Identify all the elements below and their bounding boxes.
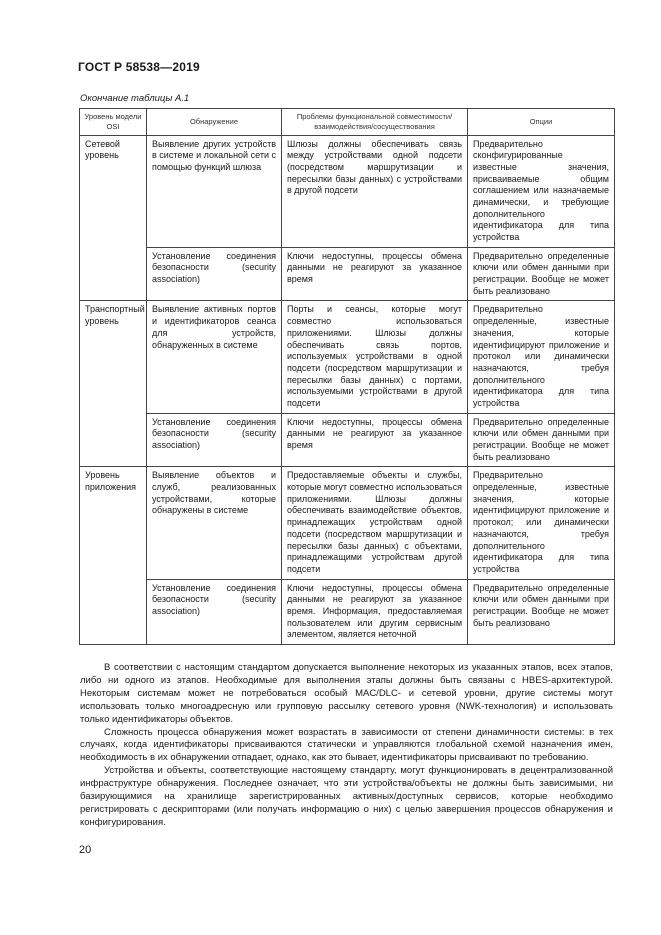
options-cell: Предварительно определенные ключи или обмен данными при регистрации. Вообще не может быть реализовано [468,579,615,644]
header-discovery: Обнаружение [147,109,282,136]
discovery-cell: Выявление объектов и служб, реализованных устройствами, которые обнаружены в системе [147,467,282,579]
problems-cell: Шлюзы должны обеспечивать связь между устройствами одной подсети (посредством маршрутизации и пересылки базы данных) с устройствами в другой подсети [282,135,468,247]
problems-cell: Предоставляемые объекты и службы, которые могут совместно использоваться приложениями. Шлюзы должны обеспечивать взаимодействие объектов, принадлежащих устройствам одной подсети (посредством маршрутизации и пересылки базы данных) с объектами, принадлежащими устройствам другой подсети [282,467,468,579]
table-row [80,579,615,644]
table-row [80,413,615,467]
body-text [80,662,613,830]
osi-level-cell: Сетевой уровень [80,135,147,301]
paragraph: В соответствии с настоящим стандартом допускается выполнение некоторых из указанных этапов, всех этапов, либо ни одного из этапов. Необходимые для выполнения этапы должны быть связаны с HBES-архитектурой. Некоторым системам может не потребоваться особый MAC/DLC- и сетевой уровни, другие системы могут использовать только многоадресную или групповую рассылку сетевого уровня (NWK-технология) и использовать только идентификаторы объектов. [80,662,613,725]
paragraph: Сложность процесса обнаружения может возрастать в зависимости от степени динамичности системы: в тех случаях, когда идентификаторы присваиваются статически и управляются глобальной схемой назначения имен, необходимость в их обнаружении отпадает, однако, как это бывает, идентификаторы присваивают по требованию. [80,726,613,764]
header-osi-level: Уровень модели OSI [80,109,147,136]
problems-cell: Порты и сеансы, которые могут совместно использоваться приложениями. Шлюзы должны обеспечивать связь портов, используемых устройствами в одной подсети (посредством маршрутизации и пересылки базы данных) с портами, используемыми устройствами в другой подсети [282,301,468,413]
table-row [80,301,615,413]
table-row [80,247,615,301]
osi-discovery-table [79,108,615,645]
header-options: Опции [468,109,615,136]
table-row [80,467,615,579]
table-header-row [80,109,615,136]
discovery-cell: Выявление активных портов и идентификаторов сеанса для устройств, обнаруженных в системе [147,301,282,413]
options-cell: Предварительно определенные, известные значения, которые идентифицируют приложение и протокол; или динамически назначаются, требуя дополнительного идентификатора для типа устройства [468,467,615,579]
problems-cell: Ключи недоступны, процессы обмена данными не реагируют за указанное время [282,247,468,301]
table-caption: Окончание таблицы А.1 [80,93,190,104]
options-cell: Предварительно определенные ключи или обмен данными при регистрации. Вообще не может быть реализовано [468,247,615,301]
discovery-cell: Выявление других устройств в системе и локальной сети с помощью функций шлюза [147,135,282,247]
problems-cell: Ключи недоступны, процессы обмена данными не реагируют за указанное время [282,413,468,467]
document-code: ГОСТ Р 58538—2019 [78,60,200,74]
osi-level-cell: Транспортный уровень [80,301,147,467]
options-cell: Предварительно сконфигурированные известные значения, присваиваемые общим соглашением или назначаемые динамически, и требующие дополнительного идентификатора для типа устройства [468,135,615,247]
discovery-cell: Установление соединения безопасности (security association) [147,413,282,467]
discovery-cell: Установление соединения безопасности (security association) [147,247,282,301]
table-row [80,135,615,247]
problems-cell: Ключи недоступны, процессы обмена данными не реагируют за указанное время. Информация, предоставляемая пользователем или другим сервисным элементом, является неточной [282,579,468,644]
header-problems: Проблемы функциональной совместимости/взаимодействия/сосуществования [282,109,468,136]
discovery-cell: Установление соединения безопасности (security association) [147,579,282,644]
osi-level-cell: Уровень приложения [80,467,147,645]
page-number: 20 [79,844,92,856]
options-cell: Предварительно определенные ключи или обмен данными при регистрации. Вообще не может быть реализовано [468,413,615,467]
paragraph: Устройства и объекты, соответствующие настоящему стандарту, могут функционировать в децентрализованной инфраструктуре обнаружения. Последнее означает, что эти устройства/объекты не должны быть зависимыми, ни базирующимися на хранилище зарегистрированных активных/доступных сервисов, которые необходимо регистрировать с дескрипторами (или получать информацию о них) с целью завершения процессов обнаружения и конфигурирования. [80,765,613,828]
options-cell: Предварительно определенные, известные значения, которые идентифицируют приложение и протокол или динамически назначаются, требуя дополнительного идентификатора для типа устройства [468,301,615,413]
